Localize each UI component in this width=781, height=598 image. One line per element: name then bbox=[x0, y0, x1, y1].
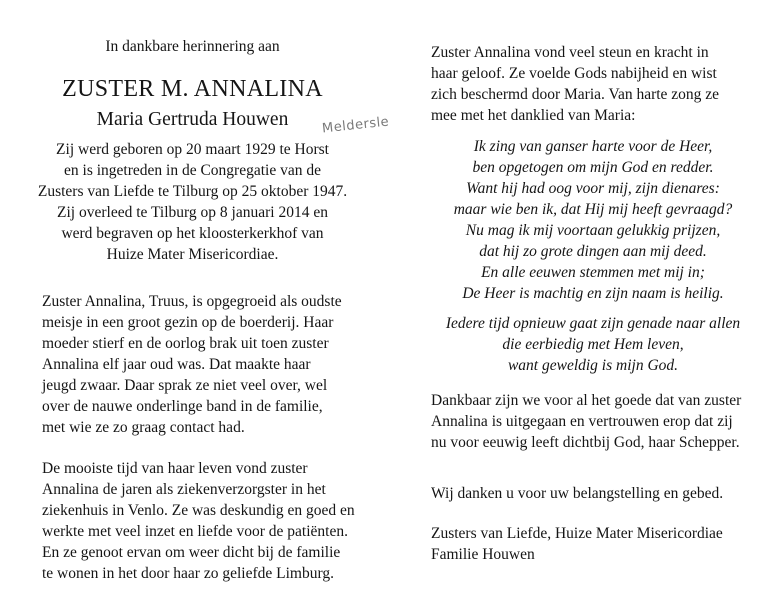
verse-line: maar wie ben ik, dat Hij mij heeft gevraagd? bbox=[453, 201, 733, 218]
bio-line: Zij overleed te Tilburg op 8 januari 2014 en bbox=[57, 204, 328, 221]
paragraph-line: Annalina is uitgegaan en vertrouwen erop dat zij bbox=[431, 413, 733, 430]
paragraph-line: Zuster Annalina vond veel steun en kracht in bbox=[431, 44, 709, 61]
verse-line: De Heer is machtig en zijn naam is heilig. bbox=[462, 285, 724, 302]
paragraph-line: ziekenhuis in Venlo. Ze was deskundig en goed en bbox=[42, 502, 355, 519]
paragraph-line: En ze genoot ervan om weer dicht bij de familie bbox=[42, 544, 341, 561]
paragraph-line: Dankbaar zijn we voor al het goede dat van zuster bbox=[431, 392, 742, 409]
paragraph-line: nu voor eeuwig leeft dichtbij God, haar Schepper. bbox=[431, 434, 740, 451]
verse-line: want geweldig is mijn God. bbox=[507, 357, 679, 374]
verse-line: ben opgetogen om mijn God en redder. bbox=[472, 159, 714, 176]
paragraph-line: Annalina de jaren als ziekenverzorgster in het bbox=[42, 481, 326, 498]
bio-line: en is ingetreden in de Congregatie van de bbox=[64, 162, 321, 179]
paragraph-line: met wie ze zo graag contact had. bbox=[42, 419, 245, 436]
bio-line: Zij werd geboren op 20 maart 1929 te Horst bbox=[56, 141, 329, 158]
verse-line: En alle eeuwen stemmen met mij in; bbox=[481, 264, 705, 281]
verse-line: Iedere tijd opnieuw gaat zijn genade naar allen bbox=[445, 315, 741, 332]
paragraph-line: over de nauwe onderlinge band in de familie, bbox=[42, 398, 323, 415]
bio-line: Zusters van Liefde te Tilburg op 25 oktober 1947. bbox=[37, 183, 348, 200]
paragraph-line: zich beschermd door Maria. Van harte zong ze bbox=[431, 86, 720, 103]
thanks-line: Wij danken u voor uw belangstelling en gebed. bbox=[431, 485, 724, 502]
verse-line: Want hij had oog voor mij, zijn dienares: bbox=[466, 180, 720, 197]
paragraph-line: moeder stierf en de oorlog brak uit toen zuster bbox=[42, 335, 329, 352]
paragraph-line: te wonen in het door haar zo geliefde Limburg. bbox=[42, 565, 334, 582]
paragraph-line: haar geloof. Ze voelde Gods nabijheid en wist bbox=[431, 65, 717, 82]
paragraph-line: Annalina elf jaar oud was. Dat maakte haar bbox=[42, 356, 311, 373]
deceased-name: ZUSTER M. ANNALINA bbox=[62, 76, 323, 102]
verse-line: die eerbiedig met Hem leven, bbox=[502, 336, 684, 353]
bio-line: Huize Mater Misericordiae. bbox=[106, 246, 279, 263]
signature-line: Familie Houwen bbox=[431, 546, 535, 563]
verse-line: Nu mag ik mij voortaan gelukkig prijzen, bbox=[465, 222, 721, 239]
paragraph-line: Zuster Annalina, Truus, is opgegroeid als oudste bbox=[42, 293, 342, 310]
signature-line: Zusters van Liefde, Huize Mater Misericordiae bbox=[431, 525, 723, 542]
intro-line: In dankbare herinnering aan bbox=[105, 38, 280, 55]
paragraph-line: meisje in een groot gezin op de boerderij. Haar bbox=[42, 314, 334, 331]
paragraph-line: De mooiste tijd van haar leven vond zuster bbox=[42, 460, 308, 477]
birth-name: Maria Gertruda Houwen bbox=[96, 109, 289, 130]
verse-line: Ik zing van ganser harte voor de Heer, bbox=[473, 138, 713, 155]
handwritten-note: Meldersle bbox=[321, 114, 390, 137]
paragraph-line: werkte met veel inzet en liefde voor de patiënten. bbox=[42, 523, 348, 540]
verse-line: dat hij zo grote dingen aan mij deed. bbox=[479, 243, 707, 260]
paragraph-line: jeugd zwaar. Daar sprak ze niet veel over, wel bbox=[42, 377, 328, 394]
bio-line: werd begraven op het kloosterkerkhof van bbox=[61, 225, 324, 242]
paragraph-line: mee met het danklied van Maria: bbox=[431, 107, 636, 124]
